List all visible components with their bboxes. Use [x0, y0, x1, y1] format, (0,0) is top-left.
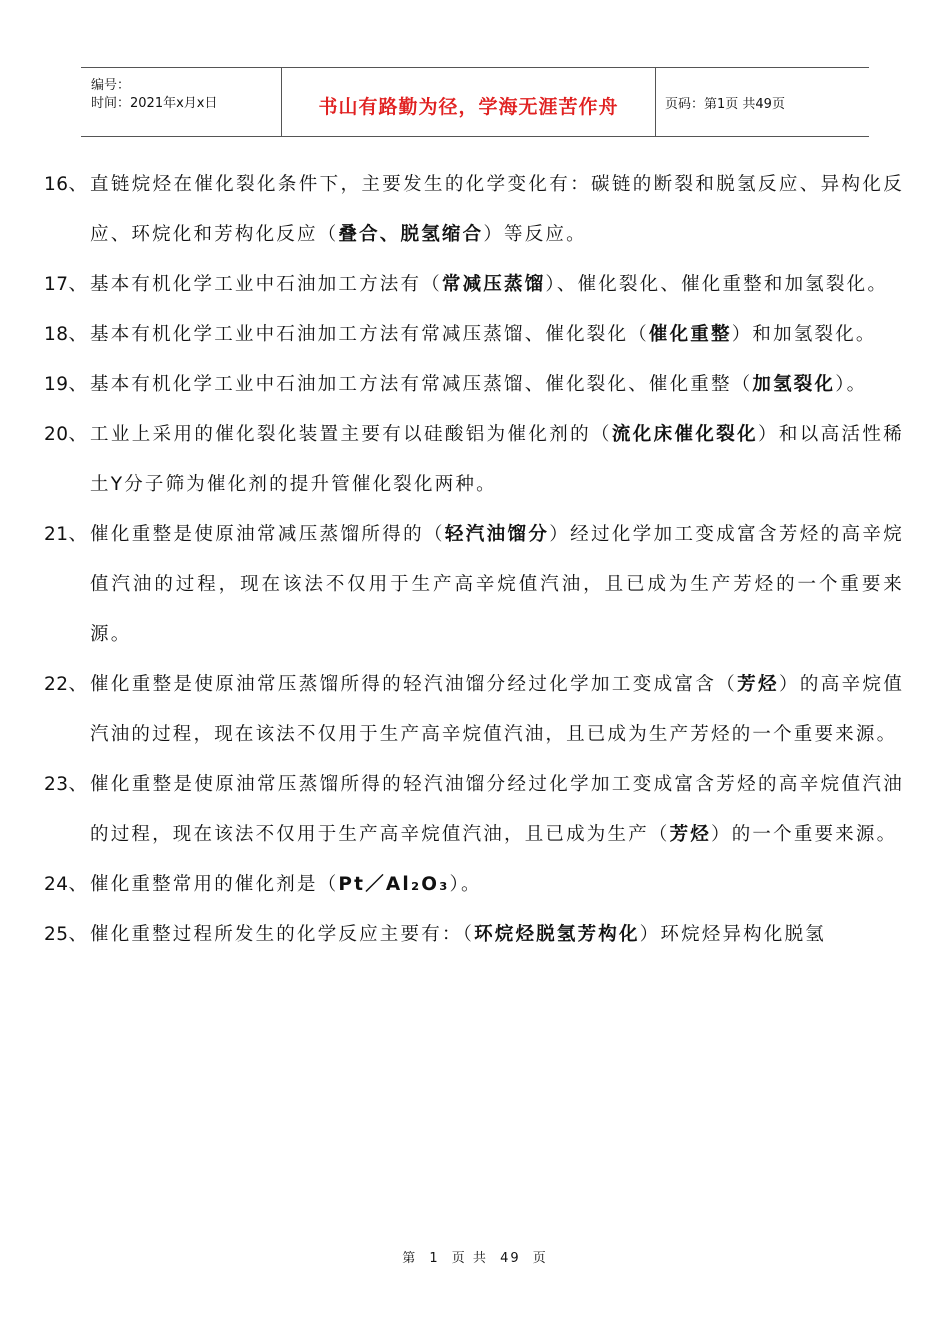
page-footer: [0, 1247, 950, 1266]
header-right-cell: [655, 68, 869, 136]
question-text: 直链烷烃在催化裂化条件下，主要发生的化学变化有：碳链的断裂和脱氢反应、异构化反应、环烷化和芳构化反应（: [90, 174, 904, 245]
question-answer: 芳烃: [669, 824, 712, 845]
header-slogan: 书山有路勤为径，学海无涯苦作舟: [318, 96, 619, 118]
question-item: [44, 510, 904, 660]
header-left-cell: [81, 68, 281, 136]
question-number: 22、: [44, 674, 88, 695]
question-number: 17、: [44, 274, 88, 295]
question-item: [44, 310, 904, 360]
question-item: [44, 360, 904, 410]
question-number: 25、: [44, 924, 88, 945]
question-answer: 加氢裂化: [752, 374, 836, 395]
page-header: [81, 67, 869, 137]
question-text-end: ）的一个重要来源。: [711, 824, 898, 845]
question-text-end: ）、催化裂化、催化重整和加氢裂化。: [545, 274, 889, 295]
question-item: [44, 860, 904, 910]
question-number: 24、: [44, 874, 88, 895]
question-number: 18、: [44, 324, 88, 345]
doc-number-label: 编号：: [91, 78, 131, 93]
footer-suffix: 页: [532, 1251, 548, 1266]
question-text-end: ）经过化学加工变成富含芳烃的高辛烷值汽油的过程，现在该法不仅用于生产高辛烷值汽油，且已成为生产芳烃的一个重要来源。: [90, 524, 904, 645]
question-item: [44, 260, 904, 310]
question-answer: 催化重整: [648, 324, 732, 345]
footer-prefix: 第: [402, 1251, 418, 1266]
question-text: 催化重整是使原油常减压蒸馏所得的（: [90, 524, 445, 545]
question-text-end: ）等反应。: [483, 224, 587, 245]
footer-mid: 页 共: [451, 1251, 488, 1266]
question-text: 催化重整是使原油常压蒸馏所得的轻汽油馏分经过化学加工变成富含芳烃的高辛烷值汽油的过程，现在该法不仅用于生产高辛烷值汽油，且已成为生产（: [90, 774, 904, 845]
question-item: [44, 660, 904, 760]
question-list: [44, 160, 904, 960]
question-answer: 环烷烃脱氢芳构化: [474, 924, 640, 945]
footer-page-number: 1: [429, 1251, 440, 1266]
question-text: 催化重整常用的催化剂是（: [90, 874, 339, 895]
question-text-end: ）。: [449, 874, 482, 895]
question-text: 基本有机化学工业中石油加工方法有（: [90, 274, 442, 295]
question-text: 催化重整是使原油常压蒸馏所得的轻汽油馏分经过化学加工变成富含（: [90, 674, 738, 695]
question-answer: 叠合、脱氢缩合: [338, 224, 484, 245]
question-text: 基本有机化学工业中石油加工方法有常减压蒸馏、催化裂化（: [90, 324, 649, 345]
question-item: [44, 410, 904, 510]
question-answer: 芳烃: [737, 674, 779, 695]
question-number: 20、: [44, 424, 88, 445]
question-text: 催化重整过程所发生的化学反应主要有：（: [90, 924, 475, 945]
question-text-end: ）和加氢裂化。: [731, 324, 877, 345]
question-answer: 轻汽油馏分: [444, 524, 550, 545]
doc-time-label: 时间：2021年x月x日: [91, 96, 218, 111]
question-item: [44, 160, 904, 260]
header-page-info: 页码：第1页 共49页: [665, 97, 785, 112]
question-answer: 常减压蒸馏: [441, 274, 546, 295]
question-text-end: ）环烷烃异构化脱氢: [639, 924, 826, 945]
question-text-end: ）。: [835, 374, 868, 395]
question-answer: 流化床催化裂化: [611, 424, 759, 445]
header-middle-cell: [281, 68, 656, 136]
question-number: 21、: [44, 524, 88, 545]
footer-page-total: 49: [500, 1251, 521, 1266]
question-text-end: ）的高辛烷值汽油的过程，现在该法不仅用于生产高辛烷值汽油，且已成为生产芳烃的一个重要来源。: [90, 674, 905, 745]
question-text: 工业上采用的催化裂化装置主要有以硅酸铝为催化剂的（: [90, 424, 612, 445]
question-number: 16、: [44, 174, 88, 195]
question-item: [44, 910, 904, 960]
question-answer: Pt／Al₂O₃: [338, 874, 450, 895]
question-number: 23、: [44, 774, 88, 795]
question-text: 基本有机化学工业中石油加工方法有常减压蒸馏、催化裂化、催化重整（: [90, 374, 753, 395]
question-item: [44, 760, 904, 860]
question-number: 19、: [44, 374, 88, 395]
question-text-end: ）和以高活性稀土Y分子筛为催化剂的提升管催化裂化两种。: [90, 424, 905, 495]
